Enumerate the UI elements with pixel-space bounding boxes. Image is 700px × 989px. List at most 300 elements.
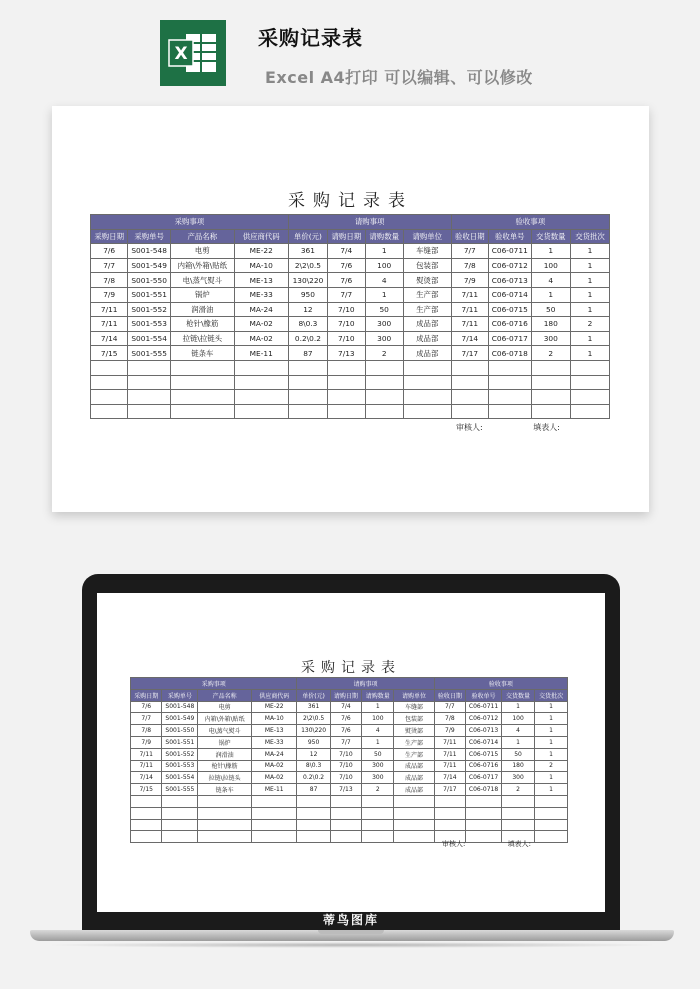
table-row	[131, 736, 568, 748]
table-cell: 950	[288, 287, 327, 302]
group-header-cell: 请购事项	[288, 215, 451, 230]
column-header-cell: 验收日期	[434, 689, 465, 701]
table-cell	[162, 831, 198, 843]
table-cell	[330, 795, 361, 807]
table-cell: S001-548	[162, 701, 198, 713]
table-cell: 枪针\橡筋	[198, 760, 252, 772]
table-cell	[234, 360, 288, 375]
table-cell	[488, 404, 531, 419]
table-cell	[394, 831, 434, 843]
table-cell: 12	[297, 748, 330, 760]
purchase-record-table	[90, 214, 610, 419]
empty-table-row	[131, 795, 568, 807]
table-cell: 7/8	[434, 713, 465, 725]
table-cell: 2\2\0.5	[297, 713, 330, 725]
table-cell: ME-22	[234, 244, 288, 259]
table-cell: 润滑油	[198, 748, 252, 760]
table-cell	[234, 404, 288, 419]
table-cell: S001-548	[128, 244, 171, 259]
laptop-screen	[97, 593, 605, 912]
table-cell: 100	[362, 713, 394, 725]
table-cell	[365, 360, 403, 375]
table-cell: 300	[365, 317, 403, 332]
table-cell: 8\0.3	[288, 317, 327, 332]
table-cell: C06-0712	[466, 713, 502, 725]
table-cell: 1	[535, 784, 568, 796]
table-cell: 1	[570, 346, 609, 361]
table-cell: 1	[535, 713, 568, 725]
table-cell: 7/9	[434, 725, 465, 737]
table-cell: C06-0717	[488, 331, 531, 346]
table-cell	[394, 807, 434, 819]
table-cell: 1	[362, 701, 394, 713]
table-cell	[570, 404, 609, 419]
table-cell	[466, 819, 502, 831]
table-cell: 7/17	[434, 784, 465, 796]
table-cell: 361	[288, 244, 327, 259]
table-cell: 87	[288, 346, 327, 361]
table-cell	[162, 819, 198, 831]
table-cell	[162, 807, 198, 819]
table-cell	[330, 831, 361, 843]
column-header-cell: 采购日期	[131, 689, 162, 701]
table-cell	[451, 375, 488, 390]
table-cell: 1	[570, 273, 609, 288]
table-cell: 7/11	[451, 287, 488, 302]
table-cell	[198, 819, 252, 831]
table-cell	[170, 390, 234, 405]
table-cell: S001-552	[162, 748, 198, 760]
table-cell	[91, 360, 128, 375]
table-cell: 7/8	[451, 258, 488, 273]
column-header-cell: 验收单号	[488, 229, 531, 244]
table-row	[131, 772, 568, 784]
table-cell: C06-0711	[466, 701, 502, 713]
table-cell	[330, 807, 361, 819]
document-title: 采购记录表	[301, 660, 401, 676]
table-cell: 锅炉	[170, 287, 234, 302]
empty-table-row	[91, 375, 610, 390]
table-cell: 7/6	[91, 244, 128, 259]
table-cell	[91, 404, 128, 419]
table-cell	[365, 404, 403, 419]
table-cell: S001-555	[128, 346, 171, 361]
document-title: 采购记录表	[288, 191, 413, 211]
table-cell: 4	[362, 725, 394, 737]
table-cell	[362, 795, 394, 807]
table-cell: 7/6	[328, 258, 365, 273]
table-cell: 180	[501, 760, 534, 772]
empty-table-row	[91, 404, 610, 419]
table-row	[131, 760, 568, 772]
table-cell	[403, 375, 451, 390]
table-cell	[297, 819, 330, 831]
table-cell	[403, 404, 451, 419]
signature-row	[442, 839, 531, 849]
group-header-cell: 验收事项	[451, 215, 609, 230]
table-cell: 电剪	[170, 244, 234, 259]
table-cell: 7/10	[328, 317, 365, 332]
table-cell: MA-10	[252, 713, 297, 725]
table-cell	[328, 375, 365, 390]
table-cell: 4	[531, 273, 570, 288]
table-cell: 7/9	[131, 736, 162, 748]
table-cell	[170, 375, 234, 390]
table-cell: 7/15	[91, 346, 128, 361]
table-cell: 0.2\0.2	[297, 772, 330, 784]
column-header-cell: 单价(元)	[297, 689, 330, 701]
table-cell	[288, 404, 327, 419]
table-cell	[128, 360, 171, 375]
table-cell: 包装部	[394, 713, 434, 725]
column-header-cell: 请购单位	[403, 229, 451, 244]
table-cell: 成品部	[403, 346, 451, 361]
table-cell: 7/8	[131, 725, 162, 737]
table-cell	[488, 375, 531, 390]
table-cell: 7/7	[91, 258, 128, 273]
table-cell: 180	[531, 317, 570, 332]
table-cell: 300	[501, 772, 534, 784]
table-cell	[328, 390, 365, 405]
table-cell: 7/11	[131, 760, 162, 772]
table-cell: 0.2\0.2	[288, 331, 327, 346]
column-header-row	[131, 689, 568, 701]
table-cell	[131, 807, 162, 819]
column-header-cell: 验收单号	[466, 689, 502, 701]
table-cell: C06-0718	[466, 784, 502, 796]
table-cell: 4	[365, 273, 403, 288]
table-cell: 50	[501, 748, 534, 760]
table-cell: S001-555	[162, 784, 198, 796]
table-cell: ME-11	[234, 346, 288, 361]
table-cell: 内箱\外箱\贴纸	[198, 713, 252, 725]
table-cell: 拉链\拉链头	[170, 331, 234, 346]
table-cell: C06-0712	[488, 258, 531, 273]
column-header-cell: 供应商代码	[252, 689, 297, 701]
table-cell: 7/10	[328, 302, 365, 317]
column-header-cell: 请购单位	[394, 689, 434, 701]
table-cell: 7/11	[451, 317, 488, 332]
table-cell: 生产部	[394, 748, 434, 760]
table-cell: 电\蒸气熨斗	[170, 273, 234, 288]
table-cell: 1	[501, 736, 534, 748]
table-cell: 生产部	[403, 302, 451, 317]
table-cell: ME-33	[234, 287, 288, 302]
page-title: 采购记录表	[258, 26, 363, 50]
table-cell: 2	[365, 346, 403, 361]
table-cell: 300	[362, 772, 394, 784]
table-cell: MA-10	[234, 258, 288, 273]
table-cell	[570, 390, 609, 405]
table-cell: 链条车	[170, 346, 234, 361]
table-cell: 1	[365, 244, 403, 259]
table-cell: C06-0713	[466, 725, 502, 737]
table-cell	[128, 375, 171, 390]
column-header-cell: 采购日期	[91, 229, 128, 244]
table-row	[131, 701, 568, 713]
table-cell	[531, 375, 570, 390]
table-row	[91, 346, 610, 361]
table-row	[91, 302, 610, 317]
table-cell: 7/6	[131, 701, 162, 713]
table-cell	[288, 390, 327, 405]
table-cell: 2\2\0.5	[288, 258, 327, 273]
column-header-cell: 交货批次	[570, 229, 609, 244]
table-cell: 7/10	[330, 772, 361, 784]
table-cell: S001-554	[162, 772, 198, 784]
table-cell: MA-02	[234, 331, 288, 346]
table-cell: 7/6	[330, 725, 361, 737]
table-cell: 7/17	[451, 346, 488, 361]
column-header-cell: 请购日期	[330, 689, 361, 701]
table-cell: MA-02	[252, 772, 297, 784]
table-cell: 7/11	[91, 302, 128, 317]
table-cell: S001-549	[162, 713, 198, 725]
table-row	[131, 784, 568, 796]
table-cell: 链条车	[198, 784, 252, 796]
group-header-row	[91, 215, 610, 230]
table-cell: 130\220	[297, 725, 330, 737]
table-cell: 7/14	[131, 772, 162, 784]
table-cell: 成品部	[403, 331, 451, 346]
filler-label: 填表人:	[507, 840, 531, 848]
table-row	[131, 725, 568, 737]
table-cell	[501, 795, 534, 807]
table-cell: 2	[531, 346, 570, 361]
table-cell: 1	[362, 736, 394, 748]
table-cell	[330, 819, 361, 831]
group-header-row	[131, 678, 568, 690]
table-cell: 7/11	[131, 748, 162, 760]
column-header-row	[91, 229, 610, 244]
table-cell	[131, 795, 162, 807]
table-row	[91, 273, 610, 288]
table-cell: 拉链\拉链头	[198, 772, 252, 784]
table-cell: C06-0717	[466, 772, 502, 784]
table-cell: 4	[501, 725, 534, 737]
table-cell: MA-24	[252, 748, 297, 760]
table-cell: MA-24	[234, 302, 288, 317]
table-cell: 7/7	[434, 701, 465, 713]
table-cell: 1	[535, 748, 568, 760]
table-cell: 7/10	[328, 331, 365, 346]
table-cell: ME-33	[252, 736, 297, 748]
table-cell	[288, 375, 327, 390]
table-cell: 50	[362, 748, 394, 760]
table-cell: 7/13	[328, 346, 365, 361]
table-cell: 7/10	[330, 748, 361, 760]
column-header-cell: 产品名称	[170, 229, 234, 244]
table-cell: 7/6	[328, 273, 365, 288]
table-cell: 100	[531, 258, 570, 273]
purchase-record-table	[130, 677, 568, 843]
table-cell: 7/8	[91, 273, 128, 288]
table-cell: 7/7	[330, 736, 361, 748]
table-cell: S001-550	[162, 725, 198, 737]
table-cell	[570, 360, 609, 375]
table-cell: 1	[535, 701, 568, 713]
table-cell: 润滑油	[170, 302, 234, 317]
table-cell: 7/9	[91, 287, 128, 302]
table-cell: 7/13	[330, 784, 361, 796]
empty-table-row	[131, 819, 568, 831]
table-row	[131, 713, 568, 725]
table-cell	[91, 375, 128, 390]
table-cell: 1	[535, 772, 568, 784]
table-cell: 1	[570, 331, 609, 346]
table-cell	[162, 795, 198, 807]
table-cell: S001-552	[128, 302, 171, 317]
table-cell: MA-02	[252, 760, 297, 772]
table-cell: C06-0716	[466, 760, 502, 772]
table-cell	[328, 404, 365, 419]
table-cell: 100	[501, 713, 534, 725]
table-cell: 2	[501, 784, 534, 796]
table-cell: 50	[531, 302, 570, 317]
table-cell	[131, 831, 162, 843]
table-cell: 车缝部	[394, 701, 434, 713]
table-row	[91, 331, 610, 346]
table-cell: 7/9	[451, 273, 488, 288]
table-cell: 7/7	[131, 713, 162, 725]
table-cell: 熨烫部	[394, 725, 434, 737]
column-header-cell: 供应商代码	[234, 229, 288, 244]
table-cell	[198, 807, 252, 819]
table-cell	[535, 831, 568, 843]
column-header-cell: 请购数量	[365, 229, 403, 244]
table-cell	[501, 807, 534, 819]
table-cell	[198, 831, 252, 843]
table-cell	[535, 795, 568, 807]
empty-table-row	[91, 390, 610, 405]
table-cell	[488, 360, 531, 375]
table-cell: 1	[570, 258, 609, 273]
table-cell: ME-13	[234, 273, 288, 288]
table-cell	[570, 375, 609, 390]
table-cell	[451, 360, 488, 375]
table-cell: 1	[570, 302, 609, 317]
table-cell	[501, 819, 534, 831]
column-header-cell: 交货数量	[501, 689, 534, 701]
table-cell: S001-549	[128, 258, 171, 273]
table-cell: 300	[531, 331, 570, 346]
table-cell: 成品部	[394, 760, 434, 772]
table-cell: 1	[531, 287, 570, 302]
table-row	[131, 748, 568, 760]
table-cell: 300	[362, 760, 394, 772]
table-cell: ME-11	[252, 784, 297, 796]
table-cell: 7/11	[434, 736, 465, 748]
table-cell: 7/11	[434, 748, 465, 760]
table-cell: 生产部	[394, 736, 434, 748]
table-cell: C06-0715	[488, 302, 531, 317]
table-cell: S001-551	[162, 736, 198, 748]
table-cell: 87	[297, 784, 330, 796]
table-cell: 7/15	[131, 784, 162, 796]
a4-sheet-preview	[52, 106, 649, 512]
table-cell: S001-553	[128, 317, 171, 332]
table-cell	[488, 390, 531, 405]
table-cell: 1	[535, 736, 568, 748]
group-header-cell: 采购事项	[131, 678, 297, 690]
table-cell: 50	[365, 302, 403, 317]
table-cell	[434, 819, 465, 831]
table-cell: S001-554	[128, 331, 171, 346]
column-header-cell: 采购单号	[162, 689, 198, 701]
table-cell	[394, 795, 434, 807]
table-cell: 1	[570, 287, 609, 302]
table-cell	[531, 360, 570, 375]
table-cell	[131, 819, 162, 831]
table-row	[91, 258, 610, 273]
column-header-cell: 请购日期	[328, 229, 365, 244]
signature-row	[456, 422, 560, 433]
table-cell: C06-0714	[488, 287, 531, 302]
table-cell: S001-553	[162, 760, 198, 772]
group-header-cell: 采购事项	[91, 215, 289, 230]
table-cell: S001-551	[128, 287, 171, 302]
table-cell: 7/10	[330, 760, 361, 772]
table-cell	[297, 807, 330, 819]
table-cell	[170, 360, 234, 375]
column-header-cell: 交货数量	[531, 229, 570, 244]
table-cell: 1	[535, 725, 568, 737]
table-cell	[252, 831, 297, 843]
table-cell: 7/7	[328, 287, 365, 302]
brand-label: 蒂鸟图库	[322, 913, 379, 927]
column-header-cell: 产品名称	[198, 689, 252, 701]
table-cell	[170, 404, 234, 419]
table-cell: 7/11	[451, 302, 488, 317]
table-cell: 7/14	[434, 772, 465, 784]
table-cell: ME-13	[252, 725, 297, 737]
group-header-cell: 请购事项	[297, 678, 434, 690]
table-cell	[451, 390, 488, 405]
empty-table-row	[131, 807, 568, 819]
table-cell: C06-0714	[466, 736, 502, 748]
table-cell	[394, 819, 434, 831]
table-cell: 车缝部	[403, 244, 451, 259]
table-cell: 锅炉	[198, 736, 252, 748]
table-cell	[535, 807, 568, 819]
table-cell	[297, 831, 330, 843]
table-cell: 12	[288, 302, 327, 317]
svg-text:X: X	[174, 44, 188, 64]
table-cell	[434, 795, 465, 807]
table-cell: 7/6	[330, 713, 361, 725]
filler-label: 填表人:	[533, 423, 560, 432]
table-cell: MA-02	[234, 317, 288, 332]
table-cell: 1	[365, 287, 403, 302]
table-cell	[328, 360, 365, 375]
table-cell	[362, 807, 394, 819]
table-cell	[128, 404, 171, 419]
table-row	[91, 287, 610, 302]
column-header-cell: 请购数量	[362, 689, 394, 701]
table-cell	[91, 390, 128, 405]
table-cell: 成品部	[394, 784, 434, 796]
table-row	[91, 244, 610, 259]
table-cell	[234, 390, 288, 405]
table-cell: 电\蒸气熨斗	[198, 725, 252, 737]
table-cell	[466, 795, 502, 807]
table-cell: 7/7	[451, 244, 488, 259]
table-cell: 100	[365, 258, 403, 273]
table-cell	[365, 375, 403, 390]
table-cell: 7/4	[328, 244, 365, 259]
table-cell	[128, 390, 171, 405]
table-cell: ME-22	[252, 701, 297, 713]
